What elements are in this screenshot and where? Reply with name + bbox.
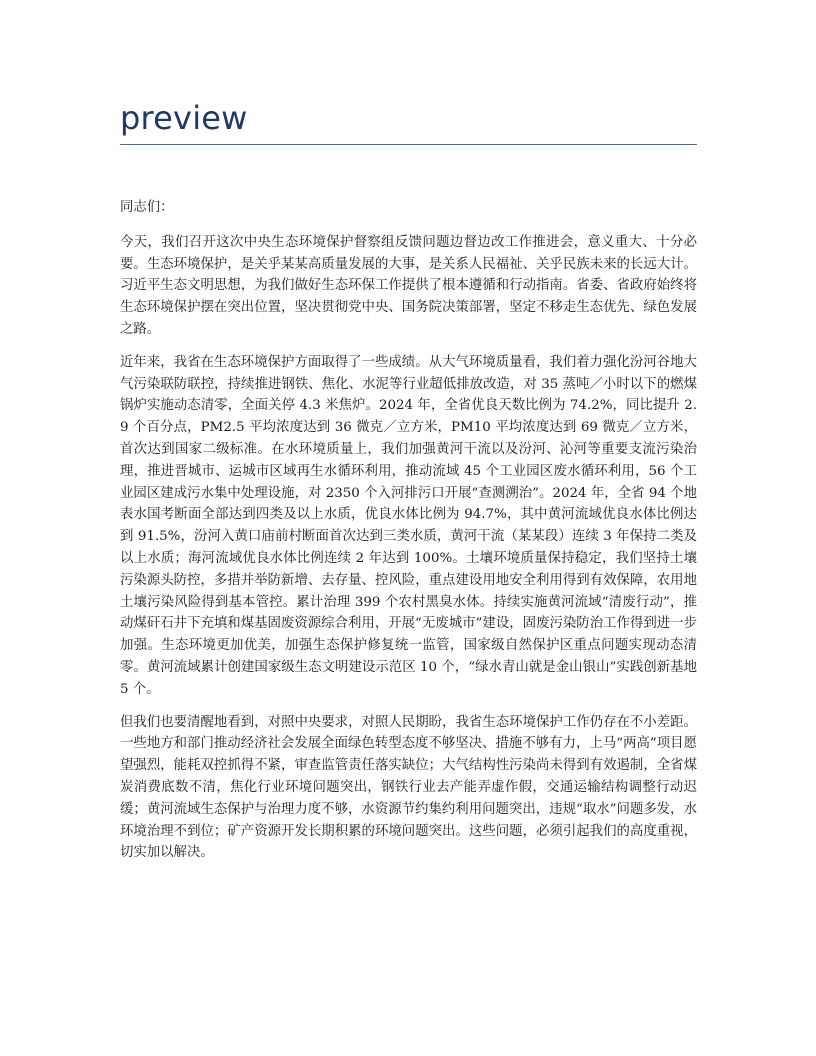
paragraph-achievements: 近年来，我省在生态环境保护方面取得了一些成绩。从大气环境质量看，我们着力强化汾河谷地大气污染联防联控，持续推进钢铁、焦化、水泥等行业超低排放改造，对 35 蒸吨／小时以下的燃煤锅炉实施动态清零，全面关停 4.3 米焦炉。2024 年，全省优良天数比例为 74.2%，同比提升 2.9 个百分点，PM2.5 平均浓度达到 36 微克／立方米，PM10 平均浓度达到 69 微克／立方米，首次达到国家二级标准。在水环境质量上，我们加强黄河干流以及汾河、沁河等重要支流污染治理，推进晋城市、运城市区域再生水循环利用，推动流域 45 个工业园区废水循环利用，56 个工业园区建成污水集中处理设施，对 2350 个入河排污口开展“查测溯治”。2024 年，全省 94 个地表水国考断面全部达到四类及以上水质，优良水体比例为 94.7%，其中黄河流域优良水体比例达到 91.5%，汾河入黄口庙前村断面首次达到三类水质，黄河干流（某某段）连续 3 年保持二类及以上水质；海河流域优良水体比例连续 2 年达到 100%。土壤环境质量保持稳定，我们坚持土壤污染源头防控，多措并举防新增、去存量、控风险，重点建设用地安全利用得到有效保障，农用地土壤污染风险得到基本管控。累计治理 399 个农村黑臭水体。持续实施黄河流域“清废行动”，推动煤矸石井下充填和煤基固废资源综合利用，开展“无废城市”建设，固废污染防治工作得到进一步加强。生态环境更加优美，加强生态保护修复统一监管，国家级自然保护区重点问题实现动态清零。黄河流域累计创建国家级生态文明建设示范区 10 个，“绿水青山就是金山银山”实践创新基地 5 个。: [120, 354, 697, 697]
salutation: 同志们：: [120, 200, 174, 215]
paragraph-intro: 今天，我们召开这次中央生态环境保护督察组反馈问题边督边改工作推进会，意义重大、十分必要。生态环境保护，是关乎某某高质量发展的大事，是关系人民福祉、关乎民族未来的长远大计。习近平生态文明思想，为我们做好生态环保工作提供了根本遵循和行动指南。省委、省政府始终将生态环境保护摆在突出位置，坚决贯彻党中央、国务院决策部署，坚定不移走生态优先、绿色发展之路。: [120, 234, 697, 337]
document-title: preview: [120, 99, 248, 137]
paragraph-problems: 但我们也要清醒地看到，对照中央要求，对照人民期盼，我省生态环境保护工作仍存在不小差距。一些地方和部门推动经济社会发展全面绿色转型态度不够坚决、措施不够有力，上马“两高”项目愿望强烈，能耗双控抓得不紧，审查监管责任落实缺位；大气结构性污染尚未得到有效遏制，全省煤炭消费底数不清，焦化行业环境问题突出，钢铁行业去产能弄虚作假，交通运输结构调整行动迟缓；黄河流域生态保护与治理力度不够，水资源节约集约利用问题突出，违规“取水”问题多发，水环境治理不到位；矿产资源开发长期积累的环境问题突出。这些问题，必须引起我们的高度重视，切实加以解决。: [120, 714, 697, 861]
document-page: [120, 96, 697, 875]
title-divider: [120, 144, 697, 145]
